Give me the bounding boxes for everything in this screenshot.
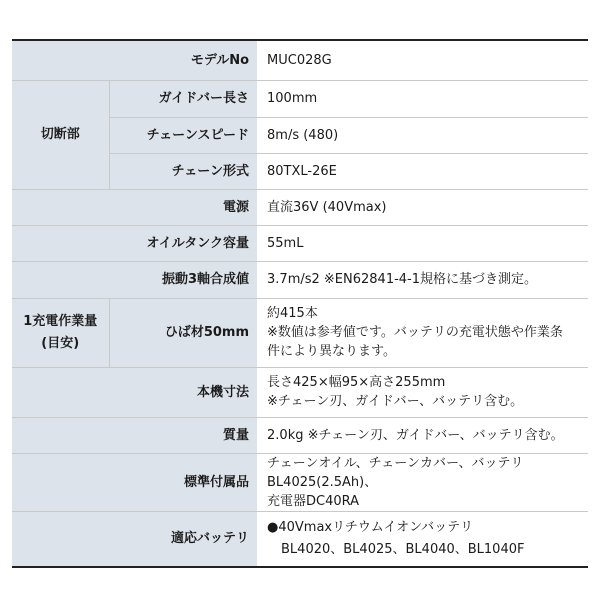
row-power xyxy=(12,189,588,225)
dimensions-value-line1: 長さ425×幅95×高さ255mm xyxy=(267,375,446,390)
work-group-label xyxy=(12,298,109,367)
mass-label: 質量 xyxy=(12,417,257,453)
work-group-line1: 1充電作業量 xyxy=(23,313,98,329)
power-label: 電源 xyxy=(12,189,257,225)
work-value-line3: 件により異なります。 xyxy=(267,344,396,359)
row-work-amount xyxy=(12,298,588,367)
battery-value-line2: BL4020、BL4025、BL4040、BL1040F xyxy=(281,541,525,557)
work-value-line2: ※数値は参考値です。バッテリの充電状態や作業条 xyxy=(267,325,563,340)
work-group-line2: (目安) xyxy=(41,335,80,351)
accessories-value xyxy=(257,453,588,511)
oil-tank-value: 55mL xyxy=(257,225,588,261)
chain-type-value: 80TXL-26E xyxy=(257,153,588,189)
guide-bar-value: 100mm xyxy=(257,80,588,117)
model-value: MUC028G xyxy=(257,40,588,80)
work-value-line1: 約415本 xyxy=(267,306,318,321)
oil-tank-label: オイルタンク容量 xyxy=(12,225,257,261)
row-vibration xyxy=(12,261,588,298)
work-value xyxy=(257,298,588,367)
battery-value-line1: ●40Vmaxリチウムイオンバッテリ xyxy=(267,519,474,535)
chain-type-label: チェーン形式 xyxy=(109,153,257,189)
mass-value: 2.0kg ※チェーン刃、ガイドバー、バッテリ含む。 xyxy=(257,417,588,453)
work-label: ひば材50mm xyxy=(109,298,257,367)
dimensions-value-line2: ※チェーン刃、ガイドバー、バッテリ含む。 xyxy=(267,394,524,409)
battery-label: 適応バッテリ xyxy=(12,511,257,567)
model-label: モデルNo xyxy=(12,40,257,80)
dimensions-label: 本機寸法 xyxy=(12,367,257,417)
row-model xyxy=(12,40,588,80)
cutting-group-label: 切断部 xyxy=(12,80,109,189)
dimensions-value xyxy=(257,367,588,417)
spec-table xyxy=(12,39,588,568)
battery-value xyxy=(257,511,588,567)
row-guide-bar xyxy=(12,80,588,117)
chain-speed-value: 8m/s (480) xyxy=(257,117,588,153)
accessories-value-line1: チェーンオイル、チェーンカバー、バッテリBL4025(2.5Ah)、 xyxy=(267,455,524,490)
guide-bar-label: ガイドバー長さ xyxy=(109,80,257,117)
accessories-value-line2: 充電器DC40RA xyxy=(267,493,360,509)
vibration-label: 振動3軸合成値 xyxy=(12,261,257,298)
row-dimensions xyxy=(12,367,588,417)
row-mass xyxy=(12,417,588,453)
accessories-label: 標準付属品 xyxy=(12,453,257,511)
power-value: 直流36V (40Vmax) xyxy=(257,189,588,225)
row-oil-tank xyxy=(12,225,588,261)
vibration-value: 3.7m/s2 ※EN62841-4-1規格に基づき測定。 xyxy=(257,261,588,298)
chain-speed-label: チェーンスピード xyxy=(109,117,257,153)
row-battery xyxy=(12,511,588,567)
row-accessories xyxy=(12,453,588,511)
